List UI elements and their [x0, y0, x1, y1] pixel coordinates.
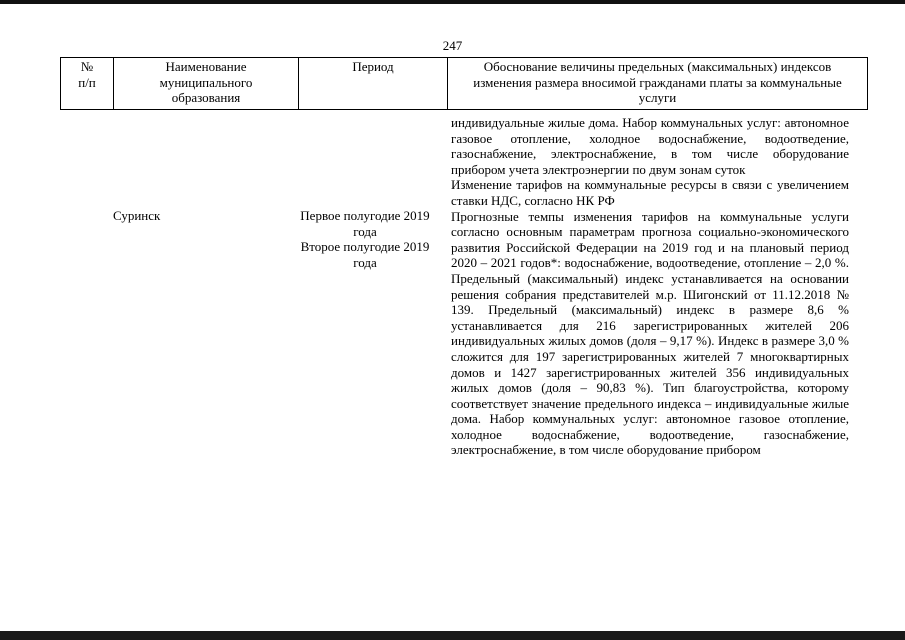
- justification-first-half: Изменение тарифов на коммунальные ресурсы в связи с увеличением ставки НДС, согласно НК РФ: [451, 177, 849, 208]
- header-col-justification: Обоснование величины предельных (максимальных) индексов изменения размера вносимой гражданами платы за коммунальные услуги: [448, 58, 868, 110]
- justification-second-half: Прогнозные темпы изменения тарифов на коммунальные услуги согласно основным параметрам прогноза социально-экономического развития Российской Федерации на 2019 год и на плановый период 2020 – 2021 годов*: водоснабжение, водоотведение, отопление – 2,0 %. Предельный (максимальный) индекс устанавливается на основании решения собрания представителей м.р. Шигонский от 11.12.2018 № 139. Предельный (максимальный) индекс в размере 8,6 % устанавливается для 216 зарегистрированных жителей 206 индивидуальных жилых домов (доля – 9,17 %). Индекс в размере 3,0 % сложится для 197 зарегистрированных жителей 7 многоквартирных домов и 1427 зарегистрированных жителей 356 индивидуальных жилых домов (доля – 90,83 %). Тип благоустройства, которому соответствует значение предельного индекса – индивидуальные жилые дома. Набор коммунальных услуг: автономное газовое отопление, холодное водоснабжение, водоотведение, газоснабжение, электроснабжение, в том числе оборудование прибором: [451, 208, 849, 458]
- scan-bottom-edge: [0, 631, 905, 640]
- header-col-period: Период: [299, 58, 448, 110]
- justification-column: [451, 115, 849, 458]
- table-header: [60, 57, 868, 110]
- page-number: 247: [442, 38, 463, 53]
- continuation-text: индивидуальные жилые дома. Набор коммунальных услуг: автономное газовое отопление, холодное водоснабжение, водоотведение, газоснабжение, электроснабжение, в том числе оборудование прибором учета электроэнергии по двум зонам суток: [451, 115, 849, 177]
- municipality-name: Суринск: [113, 208, 161, 223]
- period-second-half: Второе полугодие 2019 года: [300, 239, 430, 270]
- header-col-number: № п/п: [61, 58, 114, 110]
- scan-top-edge: [0, 0, 905, 4]
- header-col-name: Наименование муниципального образования: [114, 58, 299, 110]
- period-first-half: Первое полугодие 2019 года: [300, 208, 430, 239]
